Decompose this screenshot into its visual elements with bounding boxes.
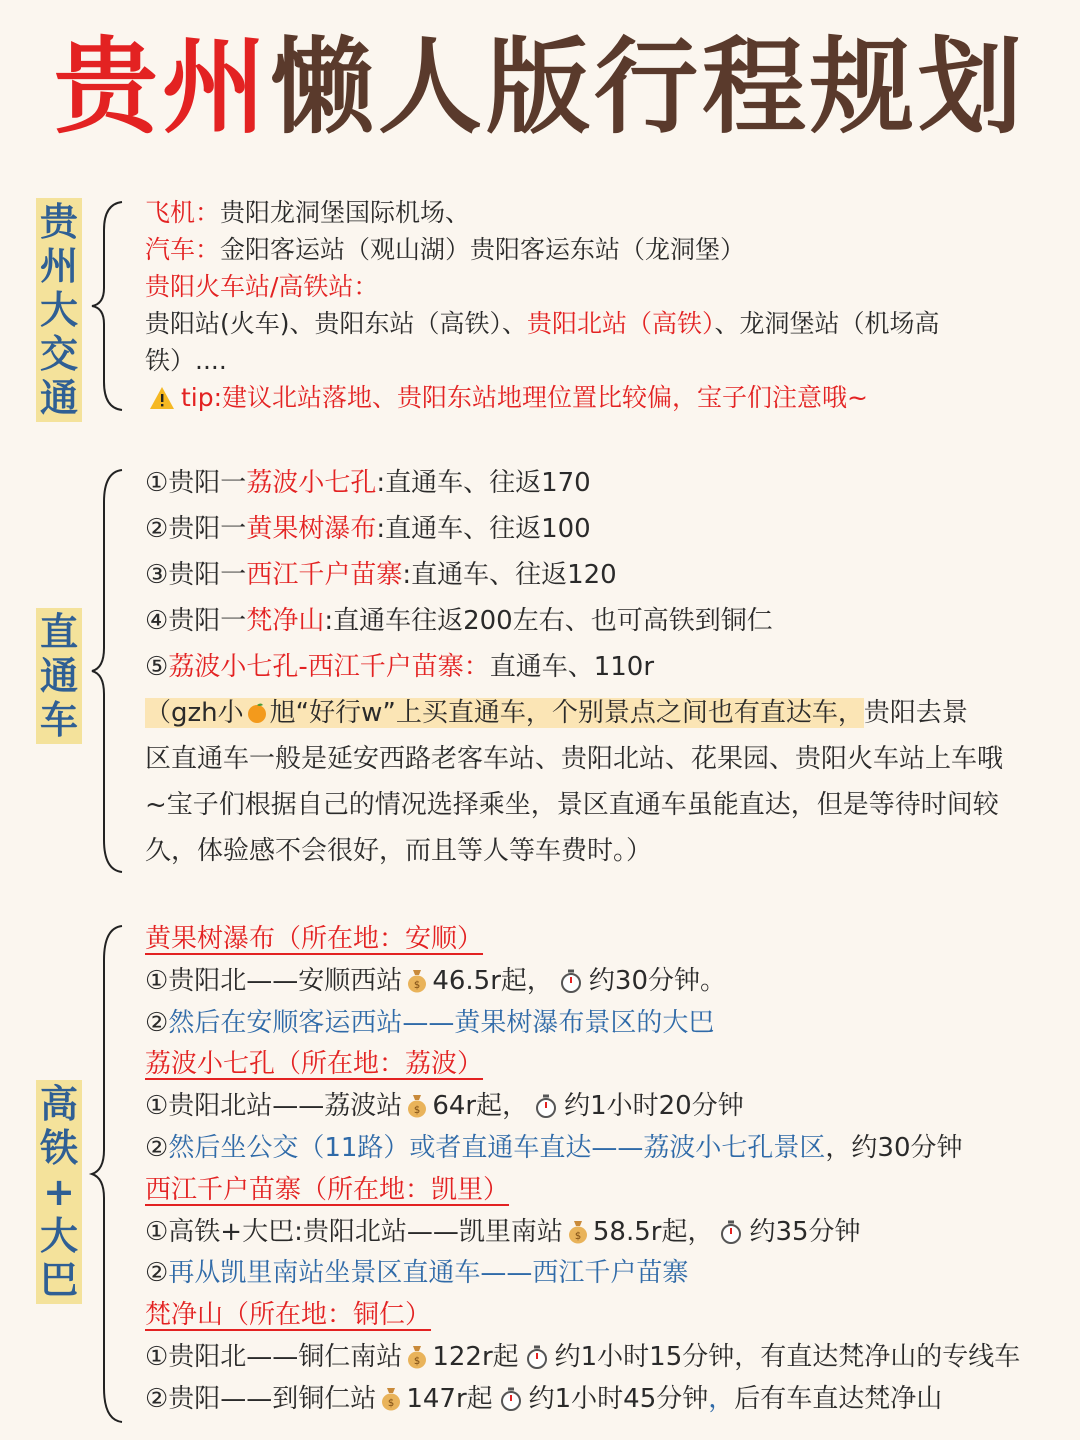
orange-icon — [246, 702, 268, 724]
destination-heading: 梵净山（所在地：铜仁） — [145, 1300, 432, 1331]
list-item: ①贵阳北站——荔波站 64r起， 约1小时20分钟 — [145, 1091, 744, 1122]
section-label-rail: 高 铁 + 大 巴 — [36, 1080, 82, 1304]
destination-heading: 西江千户苗寨（所在地：凯里） — [145, 1174, 510, 1205]
list-item: ⑤荔波小七孔-西江千户苗寨：直通车、110r — [145, 652, 655, 682]
rail-block — [145, 919, 1045, 1421]
title-part-brown: 懒人版行程规划 — [270, 26, 1027, 148]
title-part-red: 贵州 — [53, 26, 270, 148]
plane-text: 贵阳龙洞堡国际机场、 — [220, 198, 471, 227]
money-bag-icon — [406, 1343, 428, 1369]
note-line: ~宝子们根据自己的情况选择乘坐，景区直通车虽能直达，但是等待时间较 — [145, 790, 999, 820]
direct-block — [145, 460, 1045, 874]
money-bag-icon — [406, 967, 428, 993]
transport-block — [145, 194, 1045, 416]
stopwatch-icon — [525, 1345, 549, 1369]
brace-rail — [88, 924, 128, 1424]
section-label-direct: 直 通 车 — [36, 608, 82, 744]
brace-transport — [88, 200, 128, 412]
note-line: 久，体验感不会很好，而且等人等车费时。） — [145, 836, 653, 866]
note-line: 区直通车一般是延安西路老客车站、贵阳北站、花果园、贵阳火车站上车哦 — [145, 744, 1004, 774]
bus-text: 金阳客运站（观山湖）贵阳客运东站（龙洞堡） — [220, 235, 746, 264]
list-item: ②贵阳一黄果树瀑布:直通车、往返100 — [145, 514, 591, 544]
list-item: ②贵阳——到铜仁站 147r起 约1小时45分钟，后有车直达梵净山 — [145, 1383, 943, 1414]
stopwatch-icon — [534, 1094, 558, 1118]
money-bag-icon — [406, 1092, 428, 1118]
train-text-end: 铁）.... — [145, 346, 227, 375]
section-label-transport: 贵 州 大 交 通 — [36, 198, 82, 422]
list-item: ①高铁+大巴:贵阳北站——凯里南站 58.5r起， 约35分钟 — [145, 1216, 861, 1247]
stopwatch-icon — [559, 969, 583, 993]
train-highlight: 贵阳北站（高铁） — [527, 309, 715, 338]
train-label: 贵阳火车站/高铁站： — [145, 272, 379, 301]
destination-heading: 黄果树瀑布（所在地：安顺） — [145, 924, 484, 954]
warning-icon — [149, 386, 175, 410]
stopwatch-icon — [719, 1220, 743, 1244]
stopwatch-icon — [499, 1387, 523, 1411]
plane-label: 飞机： — [145, 198, 221, 227]
list-item: ④贵阳一梵净山:直通车往返200左右、也可高铁到铜仁 — [145, 606, 773, 636]
brace-direct — [88, 468, 128, 874]
list-item: ②再从凯里南站坐景区直通车——西江千户苗寨 — [145, 1258, 689, 1289]
train-text: 贵阳站(火车)、贵阳东站（高铁）、 — [145, 309, 528, 338]
train-text-cont: 、龙洞堡站（机场高 — [714, 309, 940, 338]
money-bag-icon — [380, 1385, 402, 1411]
list-item: ①贵阳北——铜仁南站 122r起 约1小时15分钟，有直达梵净山的专线车 — [145, 1341, 1021, 1372]
list-item: ①贵阳一荔波小七孔:直通车、往返170 — [145, 468, 591, 498]
list-item: ③贵阳一西江千户苗寨:直通车、往返120 — [145, 560, 617, 590]
list-item: ②然后坐公交（11路）或者直通车直达——荔波小七孔景区，约30分钟 — [145, 1132, 963, 1163]
list-item: ①贵阳北——安顺西站 46.5r起， 约30分钟。 — [145, 965, 726, 996]
tip-text: tip:建议北站落地、贵阳东站地理位置比较偏，宝子们注意哦~ — [181, 383, 868, 412]
money-bag-icon — [567, 1218, 589, 1244]
destination-heading: 荔波小七孔（所在地：荔波） — [145, 1049, 484, 1080]
list-item: ②然后在安顺客运西站——黄果树瀑布景区的大巴 — [145, 1007, 715, 1038]
bus-label: 汽车： — [145, 235, 221, 264]
page-title — [0, 22, 1080, 152]
note-line: （gzh小 旭“好行w”上买直通车，个别景点之间也有直达车，贵阳去景 — [145, 698, 968, 728]
